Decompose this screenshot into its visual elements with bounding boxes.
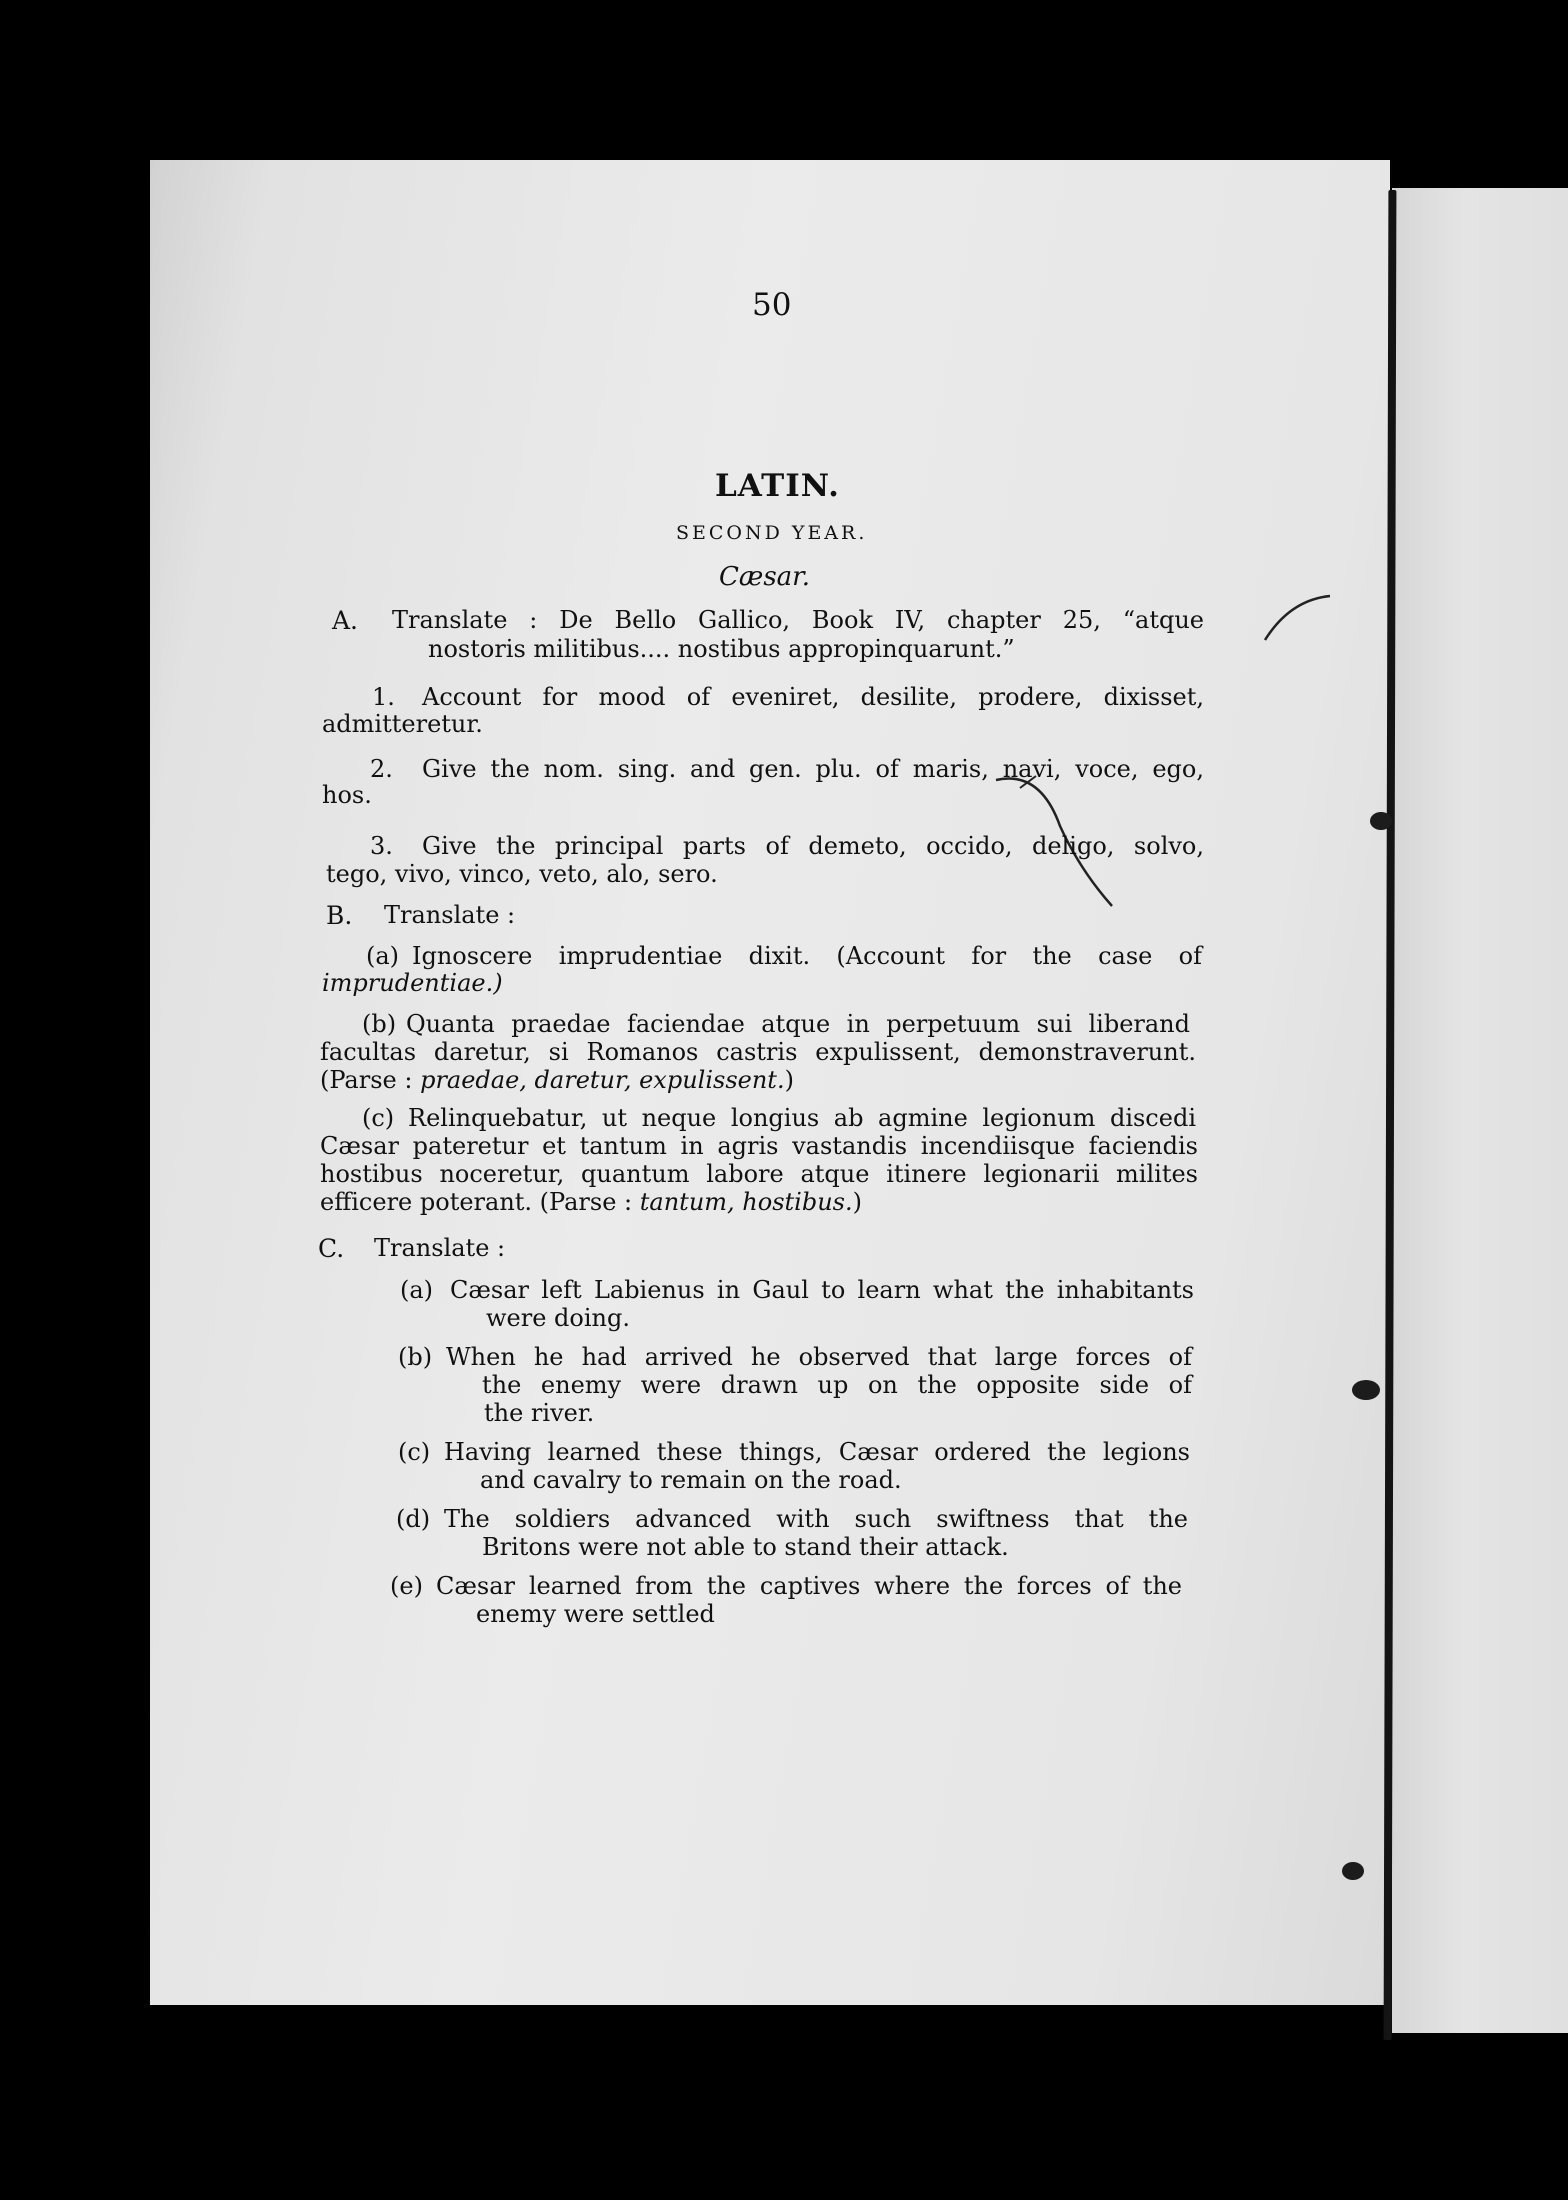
item-text: and cavalry to remain on the road.: [480, 1466, 902, 1494]
section-c-heading: Translate :: [374, 1234, 506, 1262]
item-text: Britons were not able to stand their attack.: [482, 1533, 1009, 1561]
item-marker: (a): [400, 1276, 434, 1304]
item-text: [322, 971, 503, 995]
item-text: enemy were settled: [476, 1600, 715, 1628]
section-b-label: B.: [326, 901, 353, 930]
item-text: Quanta praedae faciendae atque in perpetuum sui liberand: [406, 1010, 1190, 1038]
item-marker: (b): [398, 1343, 433, 1371]
page-title: LATIN.: [715, 468, 840, 504]
page-subtitle: SECOND YEAR.: [676, 522, 868, 544]
question-text: Give the nom. sing. and gen. plu. of maris, navi, voce, ego,: [422, 755, 1204, 783]
parse-prefix: efficere poterant. (Parse :: [320, 1188, 640, 1216]
item-text: the enemy were drawn up on the opposite side of: [482, 1371, 1192, 1399]
item-text: Cæsar learned from the captives where the forces of the: [436, 1572, 1182, 1600]
section-a-line: Translate : De Bello Gallico, Book IV, chapter 25, “atque: [392, 606, 1204, 634]
question-number: 3.: [370, 832, 393, 860]
item-text: were doing.: [486, 1304, 630, 1332]
parse-words: tantum, hostibus.: [639, 1188, 853, 1216]
item-marker: (c): [362, 1104, 395, 1132]
section-a-line: nostoris militibus.... nostibus appropinquarunt.”: [428, 635, 1015, 663]
item-text: hostibus noceretur, quantum labore atque itinere legionarii milites: [320, 1160, 1198, 1188]
page-number: 50: [752, 287, 792, 323]
parse-suffix: ): [852, 1188, 862, 1216]
author-heading: Cæsar.: [719, 562, 811, 592]
parse-words: praedae, daretur, expulissent.: [420, 1066, 785, 1094]
question-number: 1.: [372, 683, 395, 711]
question-text: Account for mood of eveniret, desilite, prodere, dixisset,: [422, 683, 1204, 711]
item-italic: imprudentiae.): [322, 969, 503, 997]
item-text: Cæsar left Labienus in Gaul to learn what the inhabitants: [450, 1276, 1194, 1304]
section-b-heading: Translate :: [384, 901, 516, 929]
parse-prefix: (Parse :: [320, 1066, 421, 1094]
parse-suffix: ): [784, 1066, 794, 1094]
item-text: Having learned these things, Cæsar ordered the legions: [444, 1438, 1190, 1466]
item-marker: (e): [390, 1572, 423, 1600]
section-a-label: A.: [332, 606, 359, 635]
item-marker: (c): [398, 1438, 431, 1466]
item-marker: (a): [366, 942, 400, 970]
item-marker: (b): [362, 1010, 397, 1038]
item-text: Ignoscere imprudentiae dixit. (Account for the case of: [412, 942, 1202, 970]
item-text: [320, 1068, 794, 1092]
question-text: Give the principal parts of demeto, occido, deligo, solvo,: [422, 832, 1204, 860]
item-marker: (d): [396, 1505, 431, 1533]
item-text: facultas daretur, si Romanos castris expulissent, demonstraverunt.: [320, 1038, 1196, 1066]
item-text: When he had arrived he observed that large forces of: [446, 1343, 1192, 1371]
item-text: Relinquebatur, ut neque longius ab agmine legionum discedi: [408, 1104, 1196, 1132]
item-text: The soldiers advanced with such swiftness that the: [444, 1505, 1188, 1533]
question-number: 2.: [370, 755, 393, 783]
item-text: the river.: [484, 1399, 595, 1427]
section-c-label: C.: [318, 1234, 345, 1263]
item-text: Cæsar pateretur et tantum in agris vastandis incendiisque faciendis: [320, 1132, 1198, 1160]
question-text: admitteretur.: [322, 710, 483, 738]
question-text: tego, vivo, vinco, veto, alo, sero.: [326, 860, 718, 888]
question-text: hos.: [322, 781, 372, 809]
item-text: [320, 1190, 862, 1214]
